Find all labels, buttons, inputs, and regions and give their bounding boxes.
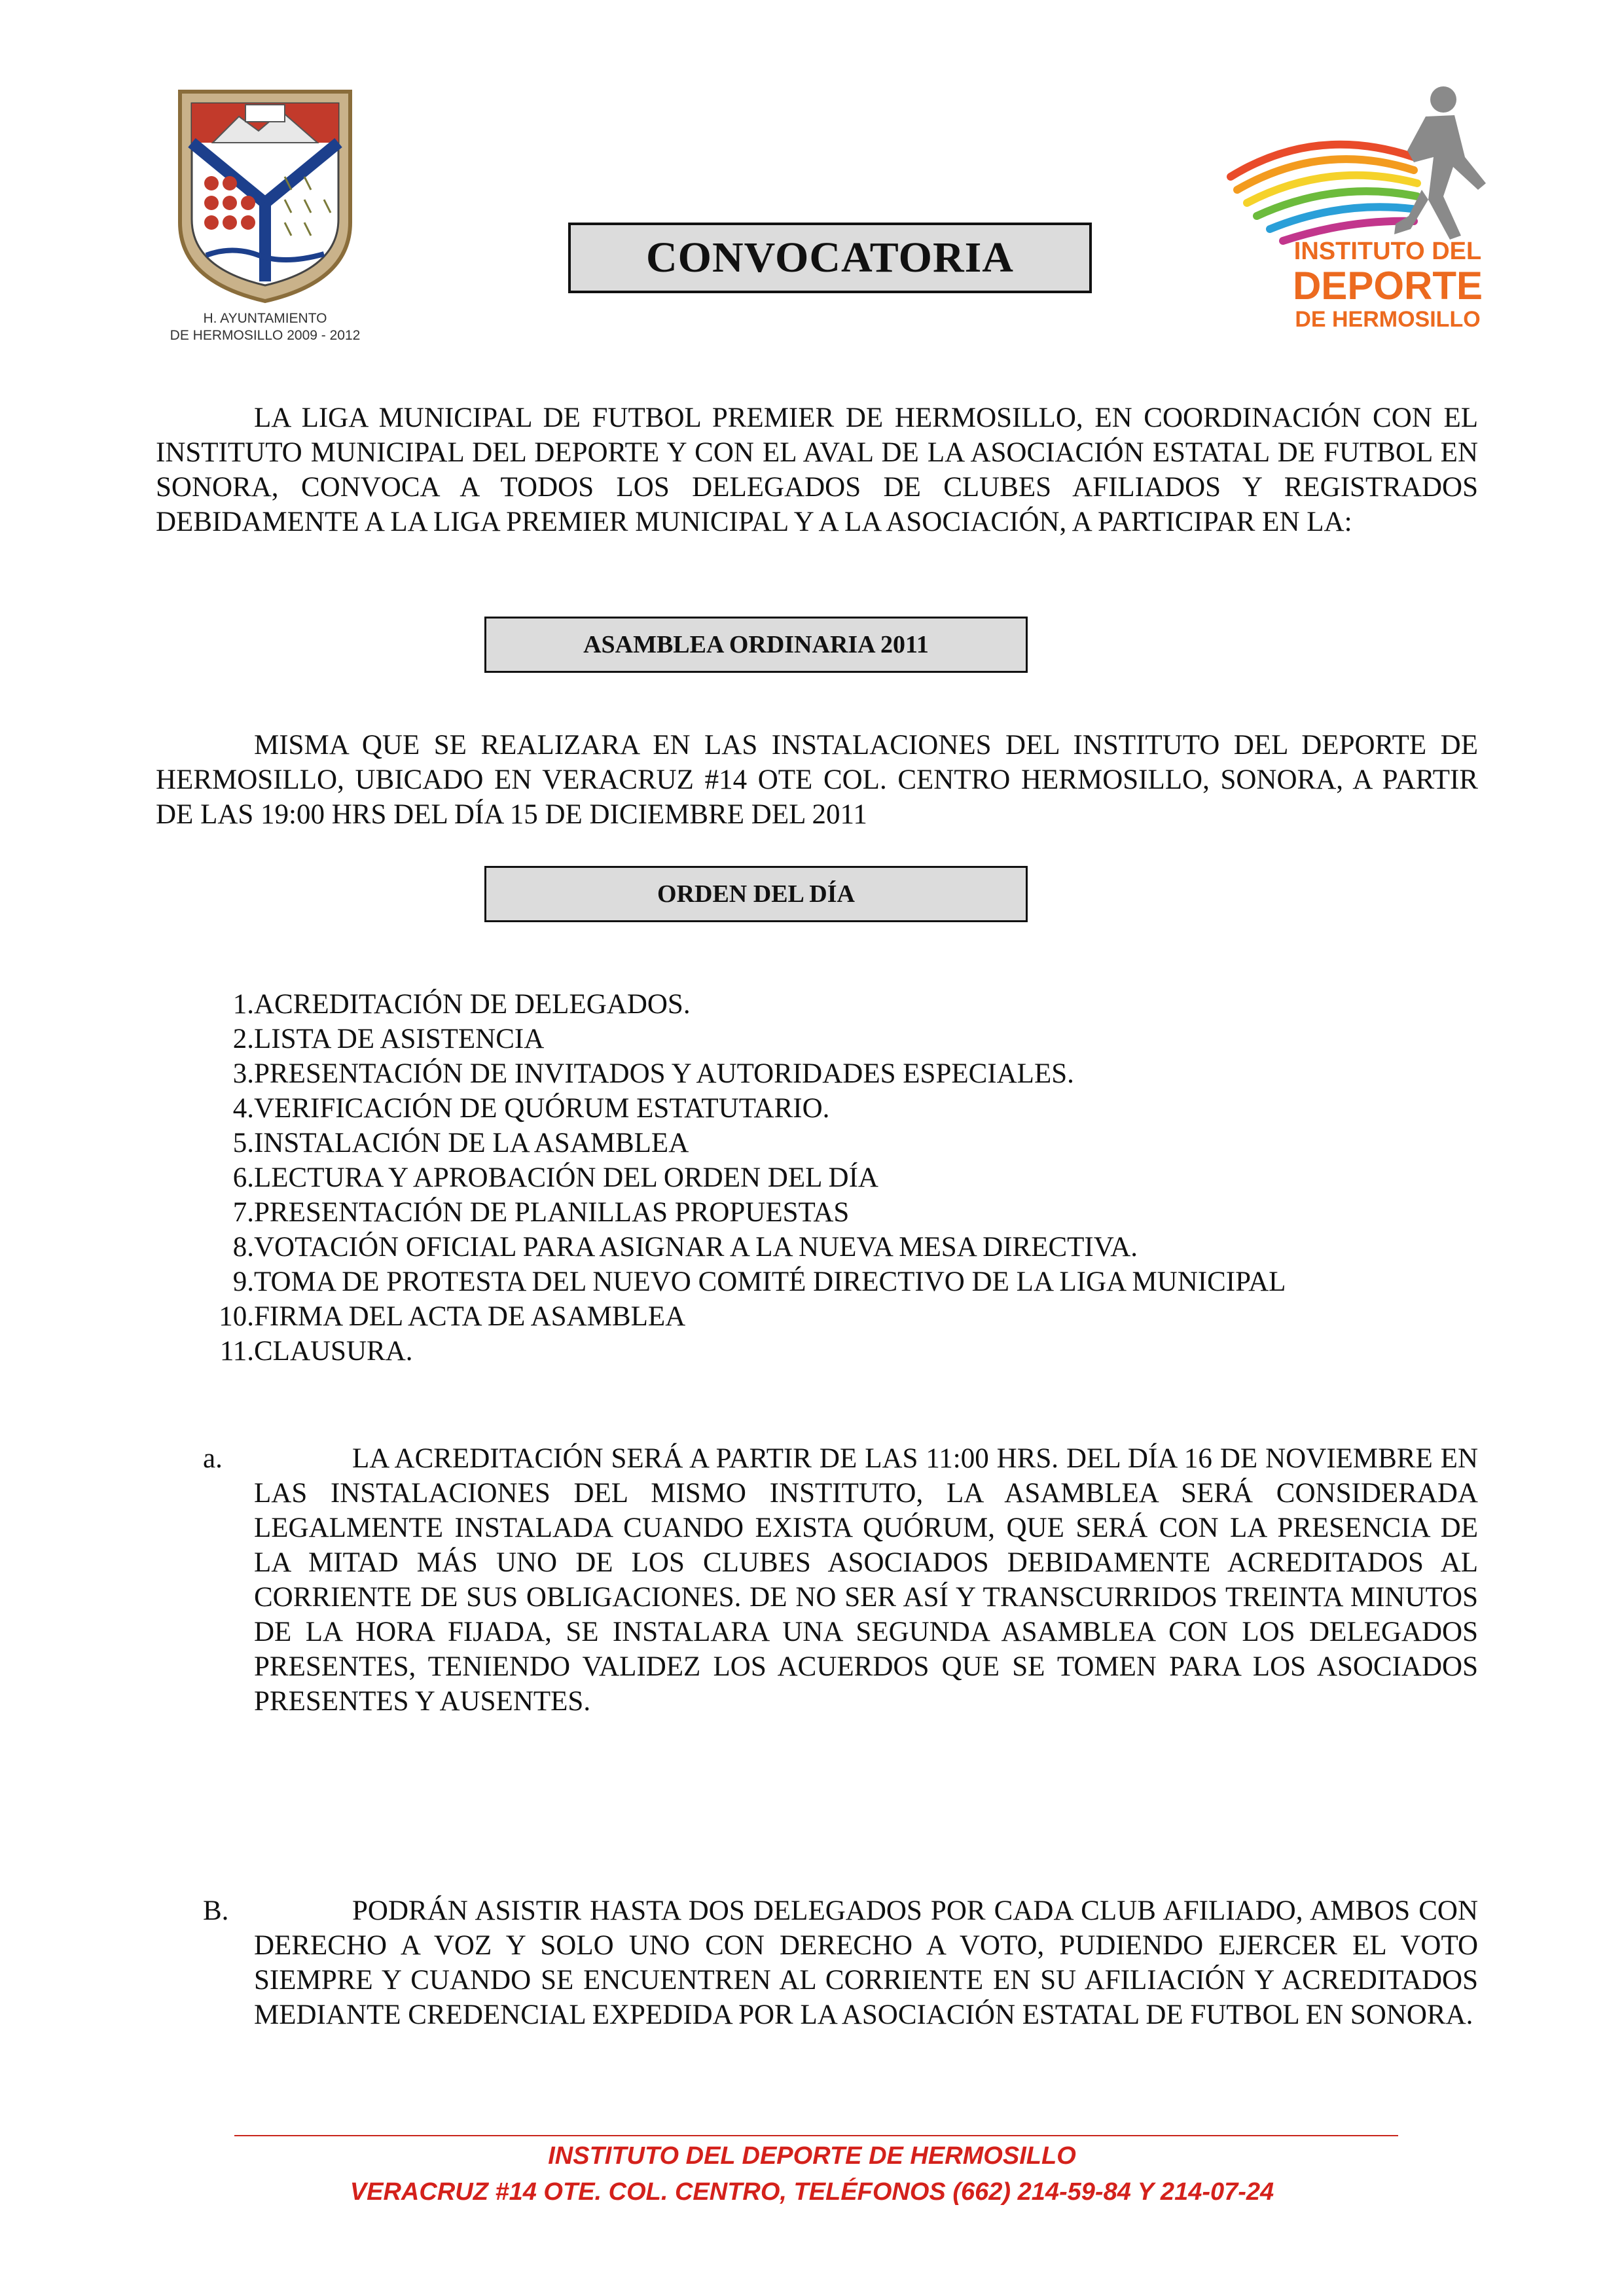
list-item: 3. PRESENTACIÓN DE INVITADOS Y AUTORIDADES ESPECIALES. — [232, 1058, 1074, 1089]
agenda-list — [196, 987, 1286, 1369]
list-item: 11. CLAUSURA. — [219, 1336, 413, 1367]
note-marker: B. — [203, 1895, 229, 1926]
list-item: 1. ACREDITACIÓN DE DELEGADOS. — [232, 989, 691, 1020]
intro-paragraph — [156, 401, 1478, 539]
note-text: LA ACREDITACIÓN SERÁ A PARTIR DE LAS 11:00 HRS. DEL DÍA 16 DE NOVIEMBRE EN LAS INSTALACIONES DEL MISMO INSTITUTO, LA ASAMBLEA SERÁ CONSIDERADA LEGALMENTE INSTALADA CUANDO EXISTA QUÓRUM, QUE SERÁ CON LA PRESENCIA DE LA MITAD MÁS UNO DE LOS CLUBES ASOCIADOS DEBIDAMENTE ACREDITADOS AL CORRIENTE DE SUS OBLIGACIONES. DE NO SER ASÍ Y TRANSCURRIDOS TREINTA MINUTOS DE LA HORA FIJADA, SE INSTALARA UNA SEGUNDA ASAMBLEA CON LOS DELEGADOS PRESENTES, TENIENDO VALIDEZ LOS ACUERDOS QUE SE TOMEN PARA LOS ASOCIADOS PRESENTES Y AUSENTES. — [254, 1443, 1478, 1717]
agenda-title-box: ORDEN DEL DÍA — [484, 866, 1028, 922]
footer-divider — [234, 2135, 1398, 2136]
institute-logo-text — [1283, 237, 1492, 332]
assembly-title-box: ASAMBLEA ORDINARIA 2011 — [484, 617, 1028, 673]
list-item: 7. PRESENTACIÓN DE PLANILLAS PROPUESTAS — [232, 1197, 850, 1228]
intro-text: LA LIGA MUNICIPAL DE FUTBOL PREMIER DE HERMOSILLO, EN COORDINACIÓN CON EL INSTITUTO MUNICIPAL DEL DEPORTE Y CON EL AVAL DE LA ASOCIACIÓN ESTATAL DE FUTBOL EN SONORA, CONVOCA A TODOS LOS DELEGADOS DE CLUBES AFILIADOS Y REGISTRADOS DEBIDAMENTE A LA LIGA PREMIER MUNICIPAL Y A LA ASOCIACIÓN, A PARTICIPAR EN LA: — [156, 403, 1478, 537]
institute-logo-line3: DE HERMOSILLO — [1295, 307, 1481, 332]
swoosh-graphic — [1231, 145, 1417, 241]
crest-caption-line2: DE HERMOSILLO 2009 - 2012 — [170, 328, 361, 343]
list-item: 4. VERIFICACIÓN DE QUÓRUM ESTATUTARIO. — [232, 1093, 830, 1124]
list-item: 2. LISTA DE ASISTENCIA — [232, 1024, 545, 1054]
venue-paragraph — [156, 728, 1478, 832]
list-item: 6. LECTURA Y APROBACIÓN DEL ORDEN DEL DÍA — [232, 1162, 878, 1193]
institute-logo-line1: INSTITUTO DEL — [1293, 238, 1482, 265]
crest-caption-line1: H. AYUNTAMIENTO — [203, 311, 327, 326]
footer-institute: INSTITUTO DEL DEPORTE DE HERMOSILLO — [548, 2142, 1076, 2170]
hermosillo-crest-icon — [173, 85, 357, 308]
list-item: 5. INSTALACIÓN DE LA ASAMBLEA — [232, 1128, 689, 1158]
list-item: 8. VOTACIÓN OFICIAL PARA ASIGNAR A LA NUEVA MESA DIRECTIVA. — [232, 1232, 1138, 1263]
runner-icon — [1394, 86, 1486, 240]
list-item: 9. TOMA DE PROTESTA DEL NUEVO COMITÉ DIRECTIVO DE LA LIGA MUNICIPAL — [232, 1266, 1286, 1297]
venue-text: MISMA QUE SE REALIZARA EN LAS INSTALACIONES DEL INSTITUTO DEL DEPORTE DE HERMOSILLO, UBICADO EN VERACRUZ #14 OTE COL. CENTRO HERMOSILLO, SONORA, A PARTIR DE LAS 19:00 HRS DEL DÍA 15 DE DICIEMBRE DEL 2011 — [156, 730, 1478, 830]
footer-address: VERACRUZ #14 OTE. COL. CENTRO, TELÉFONOS (662) 214-59-84 Y 214-07-24 — [350, 2178, 1274, 2206]
note-b — [203, 1893, 1478, 2032]
institute-logo-line2: DEPORTE — [1292, 264, 1483, 308]
note-a — [203, 1441, 1478, 1719]
note-text: PODRÁN ASISTIR HASTA DOS DELEGADOS POR CADA CLUB AFILIADO, AMBOS CON DERECHO A VOZ Y SOLO UNO CON DERECHO A VOTO, PUDIENDO EJERCER EL VOTO SIEMPRE Y CUANDO SE ENCUENTREN AL CORRIENTE EN SU AFILIACIÓN Y ACREDITADOS MEDIANTE CREDENCIAL EXPEDIDA POR LA ASOCIACIÓN ESTATAL DE FUTBOL EN SONORA. — [254, 1895, 1478, 2030]
note-marker: a. — [203, 1443, 223, 1474]
list-item: 10. FIRMA DEL ACTA DE ASAMBLEA — [219, 1301, 686, 1332]
page-title: CONVOCATORIA — [568, 223, 1092, 293]
ayuntamiento-logo — [167, 85, 363, 344]
